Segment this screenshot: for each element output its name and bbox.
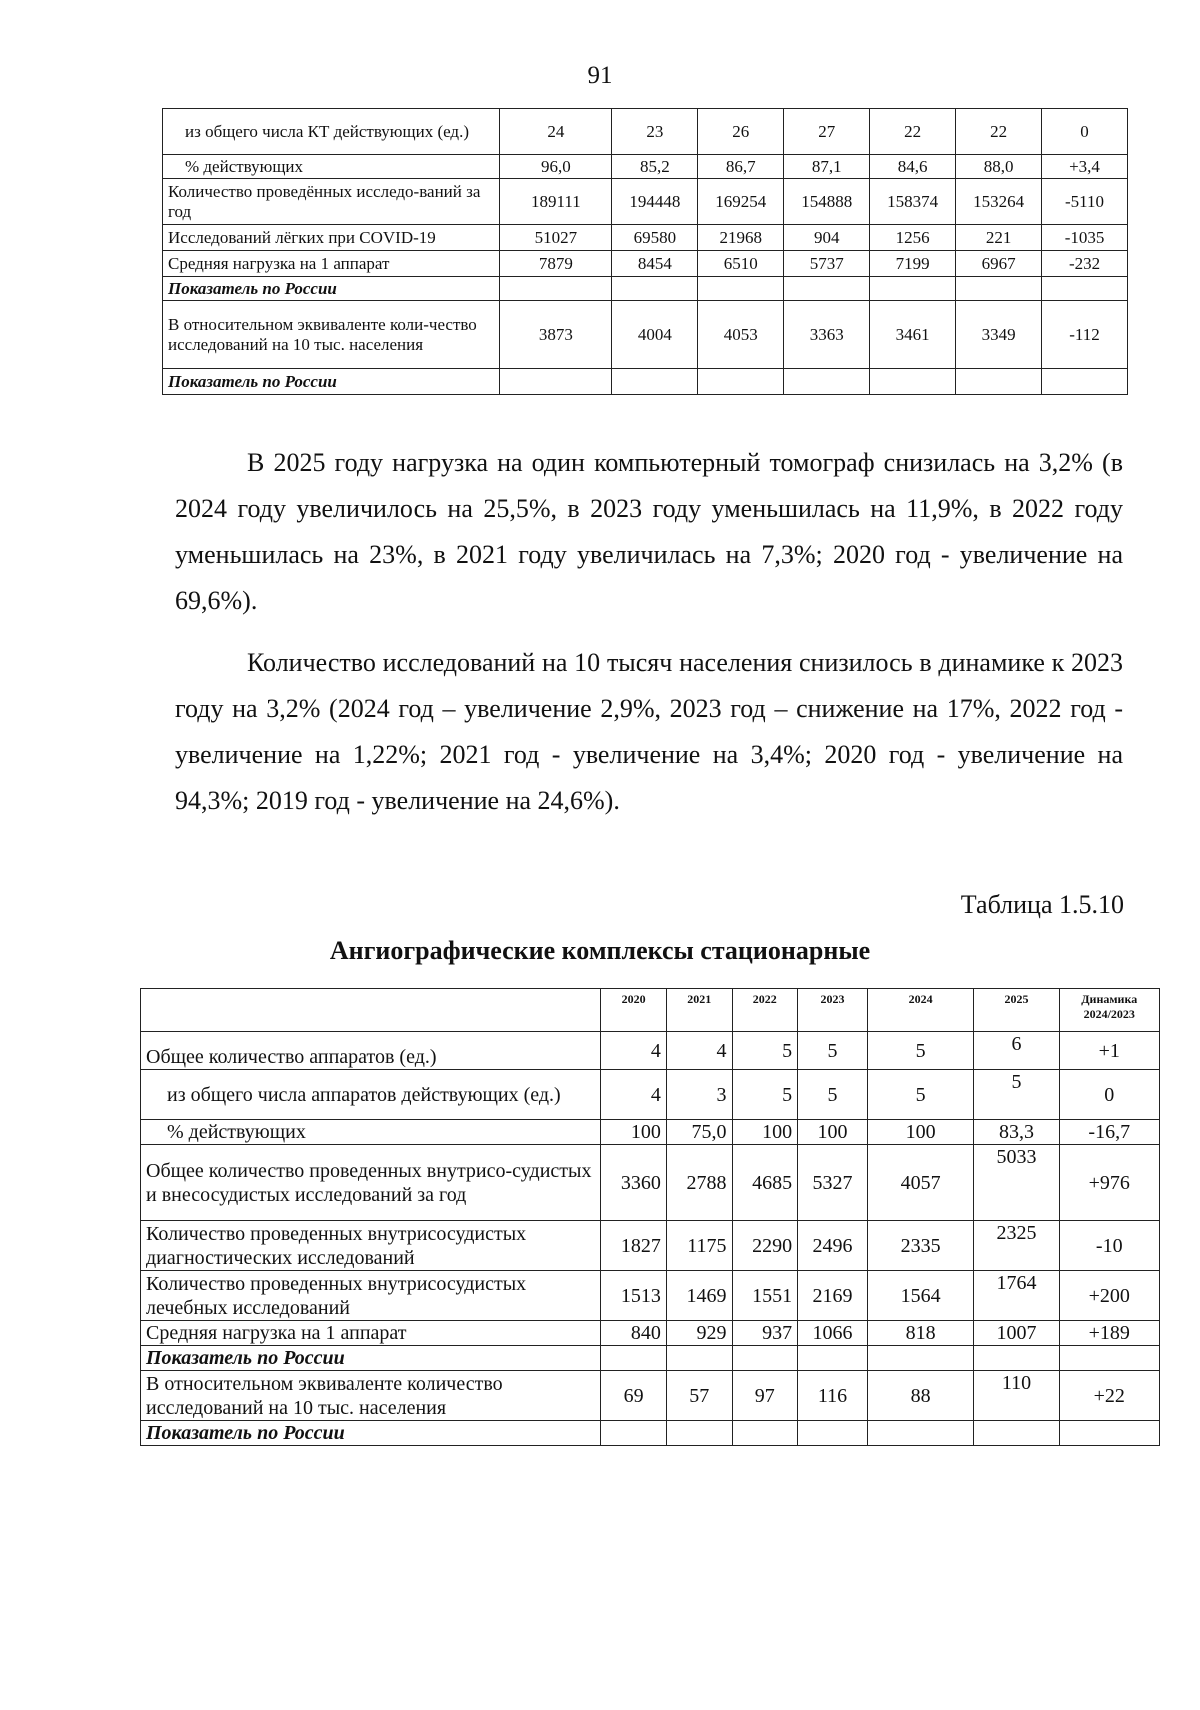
cell-value [732,1346,798,1371]
cell-value: 8454 [612,251,698,277]
column-header: Динамика 2024/2023 [1059,989,1160,1032]
cell-value: 153264 [956,179,1042,225]
paragraph-text: В 2025 году нагрузка на один компьютерный томограф снизилась на 3,2% (в 2024 году увеличилось на 25,5%, в 2023 году уменьшилась на 11,9%, в 2022 году уменьшилась на 23%, в 2021 году увеличилась на 7,3%; 2020 год - увеличение на 69,6%). [175,448,1123,615]
cell-value: 96,0 [500,155,612,179]
cell-value: 929 [666,1321,732,1346]
cell-value: 4 [601,1032,667,1070]
cell-value: 116 [798,1371,868,1421]
table-row [141,1371,1160,1421]
cell-value: 5327 [798,1145,868,1221]
table-row [141,1271,1160,1321]
cell-value: 5 [732,1032,798,1070]
row-label: Общее количество проведенных внутрисо-судистых и внесосудистых исследований за год [141,1145,601,1221]
cell-value: 818 [867,1321,974,1346]
cell-value: 6967 [956,251,1042,277]
table-title: Ангиографические комплексы стационарные [329,936,871,965]
cell-value: 158374 [870,179,956,225]
cell-value [870,277,956,301]
table-row [141,1346,1160,1371]
cell-value: 2788 [666,1145,732,1221]
cell-value [1042,369,1128,395]
row-label: Количество проведённых исследо-ваний за год [163,179,500,225]
cell-value: 937 [732,1321,798,1346]
table-row [141,1032,1160,1070]
row-label: Средняя нагрузка на 1 аппарат [141,1321,601,1346]
cell-value: 88 [867,1371,974,1421]
table-row [141,1221,1160,1271]
cell-value: 27 [784,109,870,155]
table-row [141,1145,1160,1221]
cell-value [784,369,870,395]
cell-value: 6510 [698,251,784,277]
cell-value: 6 [974,1032,1059,1070]
cell-value: 2325 [974,1221,1059,1271]
cell-value: 100 [867,1120,974,1145]
cell-value [867,1346,974,1371]
cell-value: 904 [784,225,870,251]
cell-value: 5 [798,1070,868,1120]
cell-value: 0 [1042,109,1128,155]
cell-value: -1035 [1042,225,1128,251]
cell-value: 85,2 [612,155,698,179]
cell-value: 1469 [666,1271,732,1321]
cell-value [732,1421,798,1446]
cell-value: 86,7 [698,155,784,179]
ct-scanners-table [162,108,1128,395]
column-header: 2021 [666,989,732,1032]
cell-value: 83,3 [974,1120,1059,1145]
column-header: 2022 [732,989,798,1032]
cell-value: 3 [666,1070,732,1120]
cell-value: +1 [1059,1032,1160,1070]
table-row [141,1421,1160,1446]
cell-value: 100 [798,1120,868,1145]
paragraph-text: Количество исследований на 10 тысяч населения снизилось в динамике к 2023 году на 3,2% (2024 год – увеличение 2,9%, 2023 год – снижение на 17%, 2022 год - увеличение на 1,22%; 2021 год - увеличение на 3,4%; 2020 год - увеличение на 94,3%; 2019 год - увеличение на 24,6%). [175,648,1123,815]
cell-value: 1827 [601,1221,667,1271]
cell-value [500,277,612,301]
cell-value [798,1346,868,1371]
cell-value: 22 [956,109,1042,155]
cell-value: 840 [601,1321,667,1346]
cell-value: 5 [798,1032,868,1070]
header-row [141,989,1160,1032]
cell-value: 189111 [500,179,612,225]
cell-value [974,1421,1059,1446]
cell-value: -10 [1059,1221,1160,1271]
cell-value: 4057 [867,1145,974,1221]
column-header: 2025 [974,989,1059,1032]
row-label: Показатель по России [163,277,500,301]
cell-value: 194448 [612,179,698,225]
cell-value [698,277,784,301]
row-label: В относительном эквиваленте количество исследований на 10 тыс. населения [141,1371,601,1421]
cell-value: 1764 [974,1271,1059,1321]
cell-value: 1564 [867,1271,974,1321]
cell-value: 4004 [612,301,698,369]
cell-value: 88,0 [956,155,1042,179]
cell-value [500,369,612,395]
cell-value [867,1421,974,1446]
cell-value: +189 [1059,1321,1160,1346]
cell-value: +3,4 [1042,155,1128,179]
cell-value: -232 [1042,251,1128,277]
cell-value: 4 [601,1070,667,1120]
cell-value [612,277,698,301]
table-row [163,301,1128,369]
cell-value: 22 [870,109,956,155]
cell-value: 5737 [784,251,870,277]
cell-value: +200 [1059,1271,1160,1321]
cell-value: 3360 [601,1145,667,1221]
cell-value: 51027 [500,225,612,251]
cell-value: +976 [1059,1145,1160,1221]
table-row [163,179,1128,225]
cell-value: 7199 [870,251,956,277]
table-row [163,225,1128,251]
cell-value: -16,7 [1059,1120,1160,1145]
cell-value [1059,1421,1160,1446]
cell-value: 221 [956,225,1042,251]
table-row [163,277,1128,301]
cell-value: 57 [666,1371,732,1421]
cell-value: 110 [974,1371,1059,1421]
cell-value: 3461 [870,301,956,369]
row-label: Количество проведенных внутрисосудистых лечебных исследований [141,1271,601,1321]
cell-value: 4053 [698,301,784,369]
row-label: % действующих [163,155,500,179]
cell-value [1059,1346,1160,1371]
column-header: 2023 [798,989,868,1032]
cell-value: 5 [867,1032,974,1070]
row-label: Средняя нагрузка на 1 аппарат [163,251,500,277]
cell-value [601,1346,667,1371]
table-row [141,1120,1160,1145]
cell-value: 69580 [612,225,698,251]
row-label: Исследований лёгких при COVID-19 [163,225,500,251]
cell-value [974,1346,1059,1371]
cell-value: -5110 [1042,179,1128,225]
row-label: Показатель по России [141,1346,601,1371]
cell-value: 1551 [732,1271,798,1321]
cell-value [666,1346,732,1371]
cell-value [870,369,956,395]
cell-value: 1007 [974,1321,1059,1346]
cell-value: 1066 [798,1321,868,1346]
cell-value: -112 [1042,301,1128,369]
cell-value: 5033 [974,1145,1059,1221]
row-label: Показатель по России [141,1421,601,1446]
cell-value: +22 [1059,1371,1160,1421]
cell-value: 75,0 [666,1120,732,1145]
table-row [141,1070,1160,1120]
column-header: 2020 [601,989,667,1032]
cell-value: 154888 [784,179,870,225]
cell-value: 1175 [666,1221,732,1271]
cell-value [698,369,784,395]
cell-value: 5 [974,1070,1059,1120]
table-caption: Таблица 1.5.10 [960,890,1124,919]
cell-value: 97 [732,1371,798,1421]
cell-value: 1256 [870,225,956,251]
column-header [141,989,601,1032]
row-label: Показатель по России [163,369,500,395]
cell-value: 100 [601,1120,667,1145]
paragraph [175,640,1123,824]
table-row [163,369,1128,395]
cell-value: 2496 [798,1221,868,1271]
cell-value: 169254 [698,179,784,225]
row-label: % действующих [141,1120,601,1145]
table-row [163,109,1128,155]
cell-value: 21968 [698,225,784,251]
table-row [163,155,1128,179]
column-header: 2024 [867,989,974,1032]
cell-value [601,1421,667,1446]
angiography-table [140,988,1160,1446]
cell-value: 23 [612,109,698,155]
cell-value: 100 [732,1120,798,1145]
cell-value: 2169 [798,1271,868,1321]
cell-value [956,369,1042,395]
cell-value: 0 [1059,1070,1160,1120]
cell-value [798,1421,868,1446]
cell-value: 24 [500,109,612,155]
cell-value: 4685 [732,1145,798,1221]
cell-value: 84,6 [870,155,956,179]
cell-value: 5 [732,1070,798,1120]
cell-value: 3349 [956,301,1042,369]
cell-value: 3363 [784,301,870,369]
row-label: В относительном эквиваленте коли-чество исследований на 10 тыс. населения [163,301,500,369]
page-number: 91 [587,62,613,89]
cell-value: 2335 [867,1221,974,1271]
row-label: Количество проведенных внутрисосудистых диагностических исследований [141,1221,601,1271]
cell-value: 5 [867,1070,974,1120]
cell-value: 26 [698,109,784,155]
cell-value: 3873 [500,301,612,369]
row-label: из общего числа КТ действующих (ед.) [163,109,500,155]
table-row [141,1321,1160,1346]
paragraph [175,440,1123,624]
cell-value [666,1421,732,1446]
cell-value: 2290 [732,1221,798,1271]
cell-value [784,277,870,301]
cell-value: 4 [666,1032,732,1070]
cell-value: 69 [601,1371,667,1421]
cell-value [1042,277,1128,301]
row-label: из общего числа аппаратов действующих (ед.) [141,1070,601,1120]
table-row [163,251,1128,277]
cell-value: 7879 [500,251,612,277]
cell-value [956,277,1042,301]
cell-value: 1513 [601,1271,667,1321]
row-label: Общее количество аппаратов (ед.) [141,1032,601,1070]
cell-value: 87,1 [784,155,870,179]
cell-value [612,369,698,395]
